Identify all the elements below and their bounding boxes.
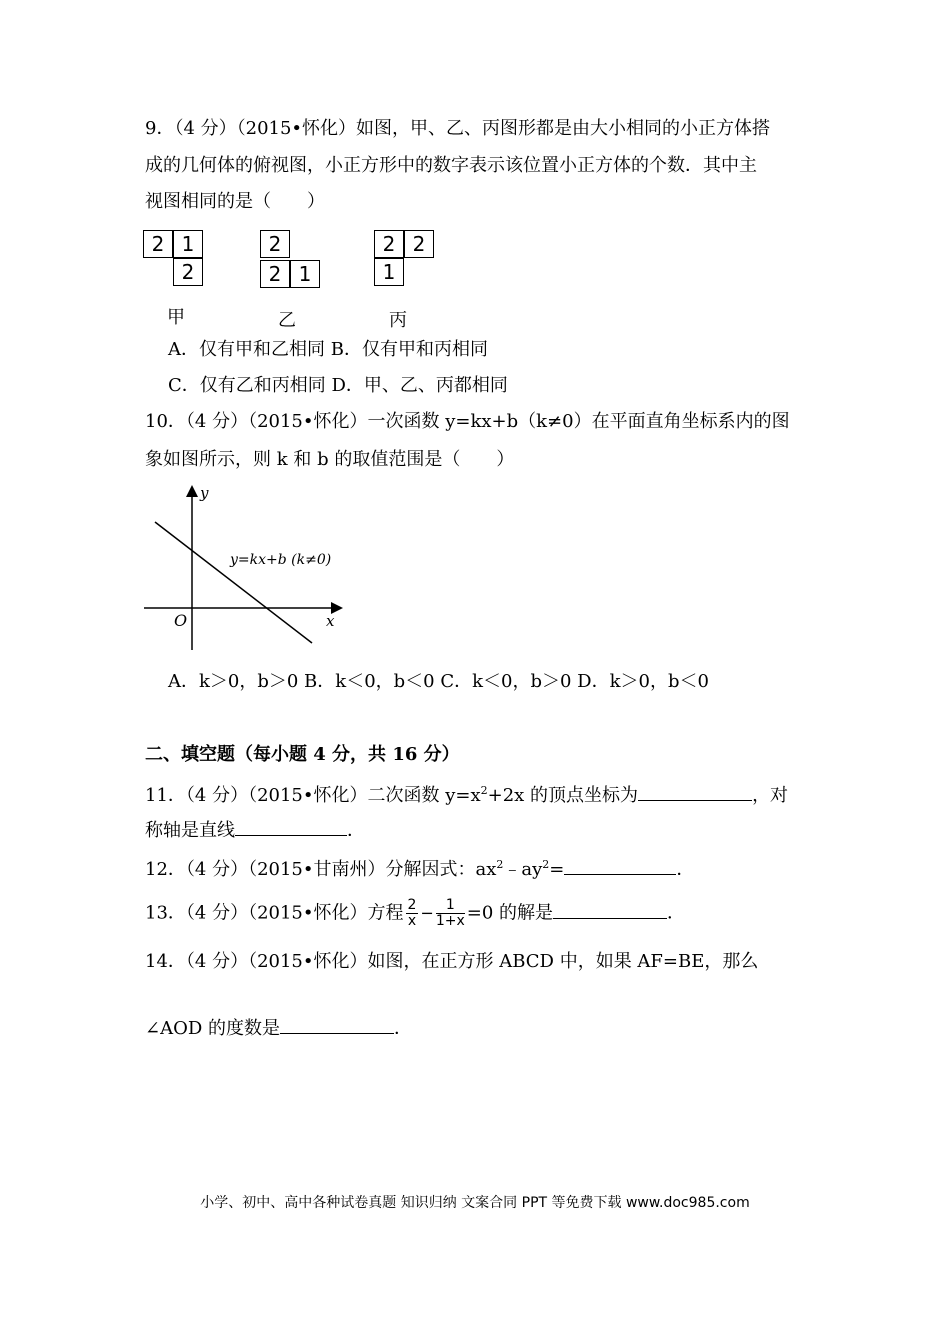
q12-text: ﹣ay	[503, 859, 543, 880]
fraction-denominator: 1+x	[435, 913, 465, 929]
q12-text: 12．（4 分）（2015•甘南州）分解因式：ax	[145, 859, 497, 880]
cell: 2	[260, 260, 290, 288]
minus-sign: −	[420, 903, 434, 923]
q11-text: ，对	[752, 785, 789, 806]
fraction-denominator: x	[407, 913, 417, 929]
q11-sup: 2	[480, 784, 488, 797]
q12-text: ．	[676, 859, 695, 880]
q12-text: =	[549, 859, 565, 880]
q14-line-1: 14．（4 分）（2015•怀化）如图，在正方形 ABCD 中，如果 AF=BE，那么	[145, 951, 759, 972]
q12-sup: 2	[542, 858, 550, 871]
answer-blank[interactable]	[564, 856, 676, 875]
q10-line-1: 10．（4 分）（2015•怀化）一次函数 y=kx+b（k≠0）在平面直角坐标系内的图	[145, 411, 790, 432]
cell: 2	[260, 230, 290, 258]
q12-line	[145, 854, 694, 881]
origin-label: O	[174, 611, 188, 630]
cell: 2	[173, 258, 203, 286]
cell: 2	[404, 230, 434, 258]
q13-text: 13．（4 分）（2015•怀化）方程	[145, 902, 404, 924]
q10-options: A．k＞0，b＞0 B．k＜0，b＜0 C．k＜0，b＞0 D．k＞0，b＜0	[168, 671, 709, 692]
q12-sup: 2	[496, 858, 504, 871]
fraction	[436, 898, 465, 929]
q11-text: 11．（4 分）（2015•怀化）二次函数 y=x	[145, 785, 481, 806]
q9-options-cd: C．仅有乙和丙相同 D．甲、乙、丙都相同	[168, 375, 508, 396]
answer-blank[interactable]	[638, 782, 752, 801]
figure-label: 乙	[278, 310, 296, 331]
q9-line-3: 视图相同的是（ ）	[145, 191, 325, 212]
fraction	[406, 898, 419, 929]
page-footer: 小学、初中、高中各种试卷真题 知识归纳 文案合同 PPT 等免费下载 www.doc985.com	[200, 1195, 750, 1211]
cell: 2	[143, 230, 173, 258]
y-axis-label: y	[200, 484, 209, 502]
x-axis-label: x	[326, 612, 335, 630]
cell: 2	[374, 230, 404, 258]
linear-function-graph	[140, 480, 350, 655]
figure-label: 丙	[389, 310, 407, 331]
q11-line-1	[145, 780, 788, 807]
section-2-heading: 二、填空题（每小题 4 分，共 16 分）	[145, 744, 460, 765]
fraction-numerator: 2	[407, 897, 417, 913]
q9-line-2: 成的几何体的俯视图，小正方形中的数字表示该位置小正方体的个数．其中主	[145, 155, 757, 176]
answer-blank[interactable]	[553, 900, 667, 919]
figure-label: 甲	[167, 307, 185, 328]
q14-line-2	[145, 1015, 412, 1040]
q14-text: ．	[394, 1018, 412, 1039]
q11-text: +2x 的顶点坐标为	[487, 785, 639, 806]
line-equation-label: y=kx+b (k≠0)	[230, 552, 332, 568]
q13-text: ．	[667, 902, 686, 924]
cell: 1	[290, 260, 320, 288]
q11-text: 称轴是直线	[145, 820, 235, 841]
fraction-numerator: 1	[436, 898, 465, 914]
cell: 1	[374, 258, 404, 286]
answer-blank[interactable]	[280, 1015, 394, 1034]
q9-options-ab: A．仅有甲和乙相同 B．仅有甲和丙相同	[168, 339, 488, 360]
cell: 1	[173, 230, 203, 258]
answer-blank[interactable]	[235, 817, 347, 836]
q14-text: ∠AOD 的度数是	[145, 1018, 280, 1039]
q10-line-2: 象如图所示，则 k 和 b 的取值范围是（ ）	[145, 449, 515, 470]
q9-line-1: 9．（4 分）（2015•怀化）如图，甲、乙、丙图形都是由大小相同的小正方体搭	[145, 118, 771, 139]
q13-text: =0 的解是	[466, 902, 554, 924]
q11-line-2	[145, 817, 365, 842]
q13-line	[145, 898, 685, 929]
q11-text: ．	[347, 820, 365, 841]
